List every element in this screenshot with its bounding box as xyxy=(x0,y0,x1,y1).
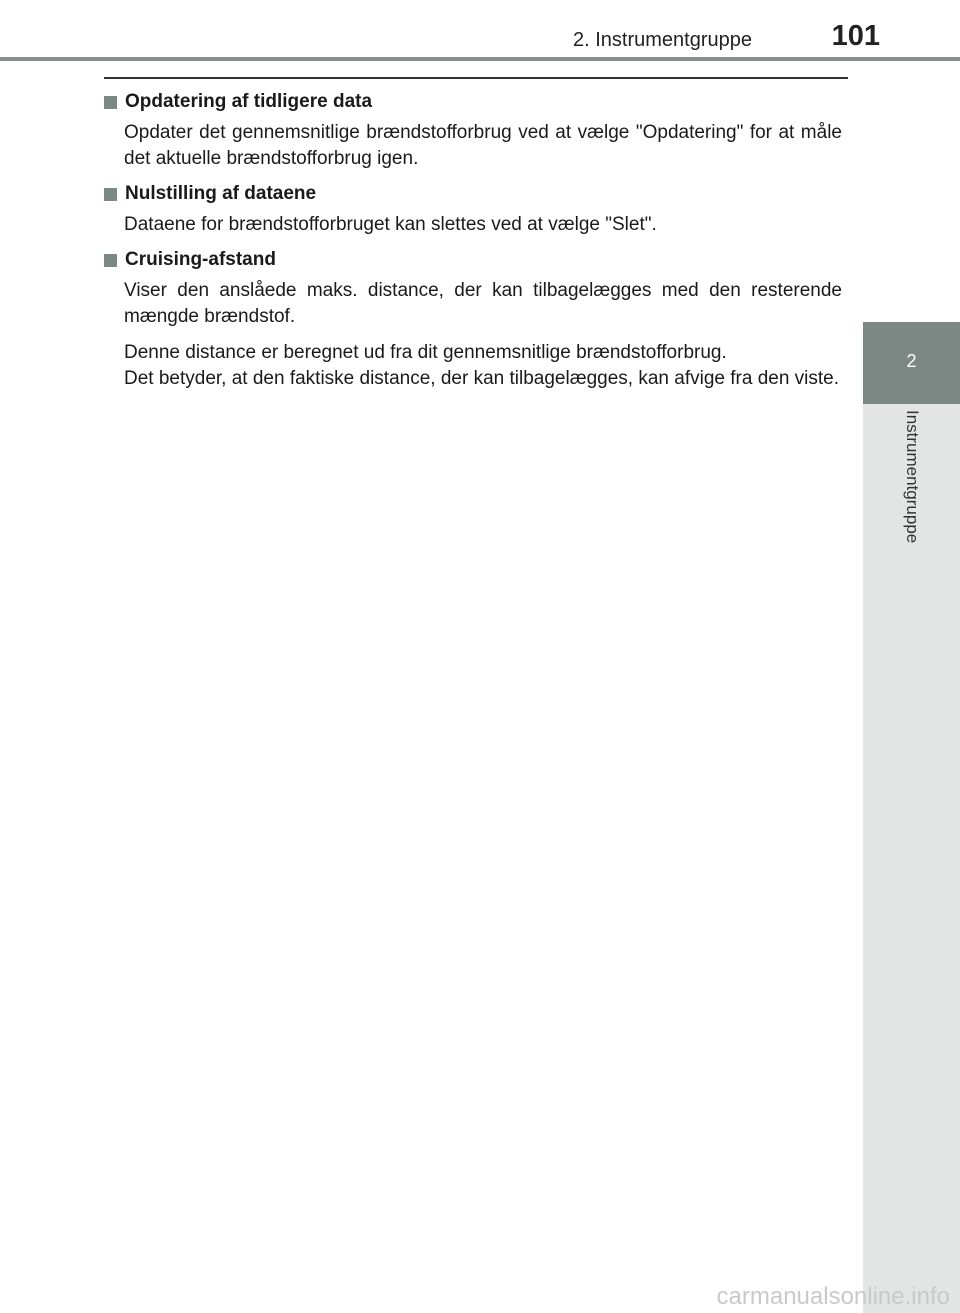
section-update-previous-data xyxy=(104,88,842,172)
square-bullet-icon xyxy=(104,96,117,109)
paragraph: Opdater det gennemsnitlige brændstofforbrug ved at vælge "Opdatering" for at måle det aktuelle brændstofforbrug igen. xyxy=(124,122,842,169)
section-reset-data xyxy=(104,180,842,238)
square-bullet-icon xyxy=(104,254,117,267)
section-cruising-range xyxy=(104,246,842,392)
header-rule xyxy=(0,57,960,61)
paragraph: Dataene for brændstofforbruget kan slettes ved at vælge "Slet". xyxy=(124,214,657,235)
square-bullet-icon xyxy=(104,188,117,201)
section-heading xyxy=(104,180,842,208)
section-heading-text: Opdatering af tidligere data xyxy=(125,91,373,112)
section-heading xyxy=(104,246,842,274)
section-heading xyxy=(104,88,842,116)
content-sections xyxy=(104,88,842,400)
content-rule xyxy=(104,77,848,79)
watermark-text: carmanualsonline.info xyxy=(716,1283,950,1310)
page-number: 101 xyxy=(831,20,880,52)
paragraph-line: Det betyder, at den faktiske distance, der kan tilbagelægges, kan afvige fra den viste. xyxy=(124,368,840,389)
chapter-title: 2. Instrumentgruppe xyxy=(573,29,752,51)
paragraph xyxy=(124,340,842,392)
chapter-tab-label: Instrumentgruppe xyxy=(903,410,922,544)
section-heading-text: Nulstilling af dataene xyxy=(125,183,317,204)
paragraph: Viser den anslåede maks. distance, der kan tilbagelægges med den resterende mængde brændstof. xyxy=(124,280,842,327)
section-heading-text: Cruising-afstand xyxy=(125,249,276,270)
chapter-tab-number: 2 xyxy=(906,351,917,371)
chapter-tab xyxy=(863,322,960,404)
paragraph-line: Denne distance er beregnet ud fra dit gennemsnitlige brændstofforbrug. xyxy=(124,342,727,363)
